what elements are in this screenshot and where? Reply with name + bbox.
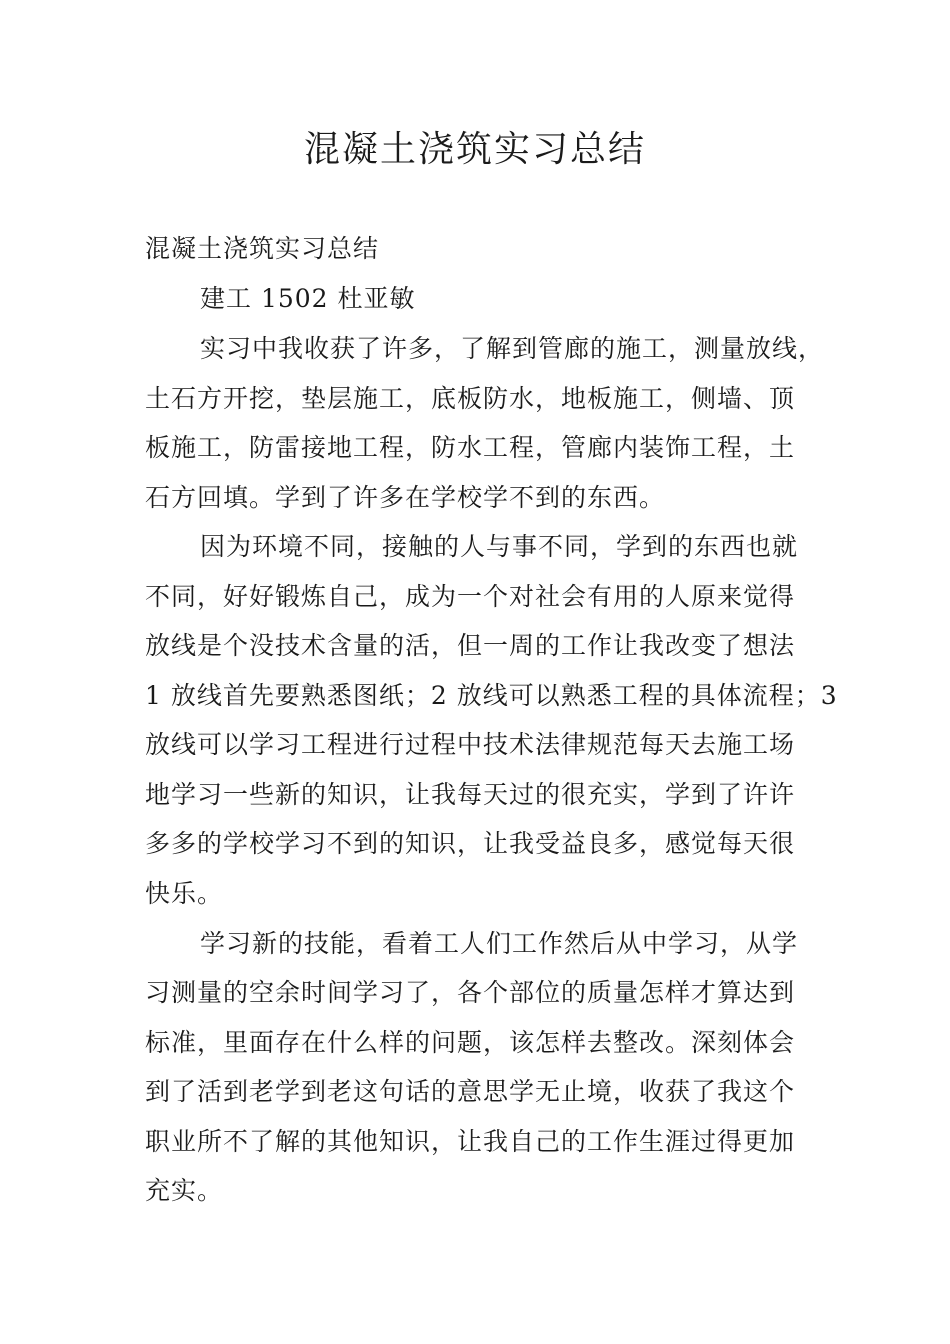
paragraph-2-line-8: 快乐。 [145, 879, 224, 908]
document-title: 混凝土浇筑实习总结 [303, 129, 646, 170]
paragraph-1-line-3: 板施工，防雷接地工程，防水工程，管廊内装饰工程，土 [145, 433, 796, 462]
paragraph-2-line-4: 1 放线首先要熟悉图纸；2 放线可以熟悉工程的具体流程；3 [145, 681, 838, 710]
paragraph-3-line-1: 学习新的技能，看着工人们工作然后从中学习，从学 [200, 929, 799, 958]
paragraph-1-line-2: 土石方开挖，垫层施工，底板防水，地板施工，侧墙、顶 [145, 384, 796, 413]
paragraph-3-line-4: 到了活到老学到老这句话的意思学无止境，收获了我这个 [145, 1077, 796, 1106]
paragraph-2-line-7: 多多的学校学习不到的知识，让我受益良多，感觉每天很 [145, 829, 796, 858]
paragraph-2-line-3: 放线是个没技术含量的活，但一周的工作让我改变了想法 [145, 631, 796, 660]
paragraph-2-line-2: 不同，好好锻炼自己，成为一个对社会有用的人原来觉得 [145, 582, 796, 611]
paragraph-2-line-6: 地学习一些新的知识，让我每天过的很充实，学到了许许 [145, 780, 796, 809]
document-subtitle: 混凝土浇筑实习总结 [145, 234, 380, 263]
paragraph-3-line-5: 职业所不了解的其他知识，让我自己的工作生涯过得更加 [145, 1127, 796, 1156]
paragraph-3-line-3: 标准，里面存在什么样的问题，该怎样去整改。深刻体会 [145, 1028, 796, 1057]
paragraph-1-line-1: 实习中我收获了许多，了解到管廊的施工，测量放线， [200, 334, 825, 363]
paragraph-1-line-4: 石方回填。学到了许多在学校学不到的东西。 [145, 483, 666, 512]
author-line: 建工 1502 杜亚敏 [200, 284, 416, 313]
paragraph-3-line-2: 习测量的空余时间学习了，各个部位的质量怎样才算达到 [145, 978, 796, 1007]
paragraph-2-line-5: 放线可以学习工程进行过程中技术法律规范每天去施工场 [145, 730, 796, 759]
paragraph-3-line-6: 充实。 [145, 1176, 224, 1205]
paragraph-2-line-1: 因为环境不同，接触的人与事不同，学到的东西也就 [200, 532, 799, 561]
